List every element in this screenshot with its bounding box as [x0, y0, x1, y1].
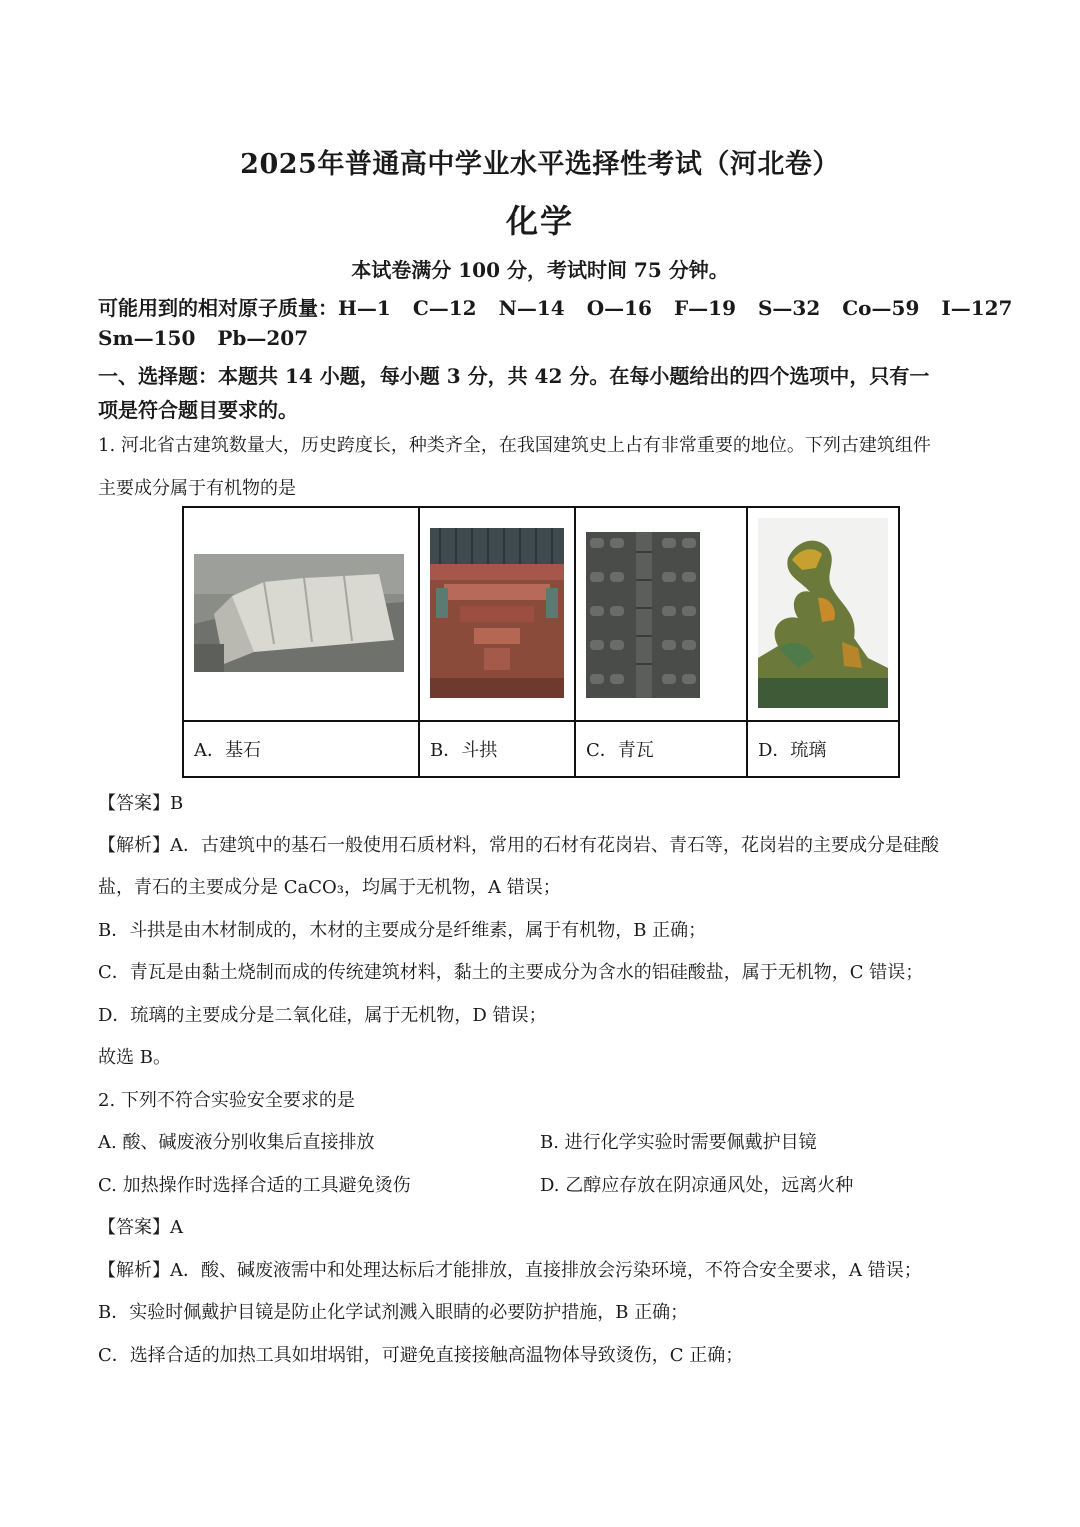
q1-stem-line-2: 主要成分属于有机物的是 — [98, 478, 296, 499]
q1-analysis-line: C．青瓦是由黏土烧制而成的传统建筑材料，黏土的主要成分为含水的铝硅酸盐，属于无机物，C 错误； — [98, 962, 924, 983]
q1-analysis-line: 【解析】A．古建筑中的基石一般使用石质材料，常用的石材有花岗岩、青石等，花岗岩的主要成分是硅酸 — [98, 835, 939, 856]
q2-stem: 2. 下列不符合实验安全要求的是 — [98, 1090, 355, 1111]
atomic-mass-label: 可能用到的相对原子质量： — [98, 296, 338, 320]
atomic-mass-item: Sm—150 — [98, 326, 196, 350]
atomic-mass-item: S—32 — [757, 296, 821, 320]
section-heading-line-1: 一、选择题：本题共 14 小题，每小题 3 分，共 42 分。在每小题给出的四个选项中，只有一 — [98, 364, 930, 388]
q2-answer: 【答案】A — [98, 1217, 183, 1238]
option-a-caption: A．基石 — [183, 721, 419, 777]
q2-option-c: C. 加热操作时选择合适的工具避免烫伤 — [98, 1175, 411, 1196]
atomic-mass-item: N—14 — [498, 296, 565, 320]
q1-analysis-line: 盐，青石的主要成分是 CaCO₃，均属于无机物，A 错误； — [98, 877, 561, 898]
q1-figure-table — [182, 506, 900, 778]
grey-tiles-image — [586, 532, 700, 698]
exam-title: 2025年普通高中学业水平选择性考试（河北卷） — [240, 149, 840, 180]
atomic-mass-item: F—19 — [673, 296, 736, 320]
dougong-image — [430, 528, 564, 698]
q2-option-b: B. 进行化学实验时需要佩戴护目镜 — [540, 1132, 817, 1153]
subject-title: 化学 — [505, 202, 574, 240]
q1-answer: 【答案】B — [98, 793, 184, 814]
atomic-mass-item: C—12 — [412, 296, 477, 320]
atomic-mass-item: Co—59 — [842, 296, 920, 320]
atomic-mass-item: Pb—207 — [217, 326, 309, 350]
figure-cell-glazed-ornament — [747, 507, 899, 721]
option-d-caption: D．琉璃 — [747, 721, 899, 777]
atomic-mass-line-1 — [98, 292, 1012, 321]
atomic-mass-item: H—1 — [338, 296, 391, 320]
figure-cell-grey-tiles — [575, 507, 747, 721]
q1-analysis-line: B．斗拱是由木材制成的，木材的主要成分是纤维素，属于有机物，B 正确； — [98, 920, 707, 941]
q2-analysis-line: 【解析】A．酸、碱废液需中和处理达标后才能排放，直接排放会污染环境，不符合安全要求，A 错误； — [98, 1260, 922, 1281]
atomic-mass-item: I—127 — [941, 296, 1013, 320]
atomic-mass-line-2 — [98, 326, 330, 350]
q1-analysis-line: D．琉璃的主要成分是二氧化硅，属于无机物，D 错误； — [98, 1005, 547, 1026]
section-heading-line-2: 项是符合题目要求的。 — [98, 398, 298, 422]
q2-analysis-line: C．选择合适的加热工具如坩埚钳，可避免直接接触高温物体导致烫伤，C 正确； — [98, 1345, 744, 1366]
exam-note: 本试卷满分 100 分，考试时间 75 分钟。 — [351, 258, 729, 282]
figure-cell-dougong — [419, 507, 575, 721]
foundation-stone-image — [194, 554, 404, 672]
option-b-caption: B．斗拱 — [419, 721, 575, 777]
q1-analysis-line: 故选 B。 — [98, 1047, 171, 1068]
atomic-mass-item: O—16 — [586, 296, 652, 320]
figure-cell-foundation-stone — [183, 507, 419, 721]
glazed-ornament-image — [758, 518, 888, 708]
q2-option-d: D. 乙醇应存放在阴凉通风处，远离火种 — [540, 1175, 854, 1196]
q2-option-a: A. 酸、碱废液分别收集后直接排放 — [98, 1132, 375, 1153]
q2-analysis-line: B．实验时佩戴护目镜是防止化学试剂溅入眼睛的必要防护措施，B 正确； — [98, 1302, 689, 1323]
q1-stem-line-1: 1. 河北省古建筑数量大，历史跨度长，种类齐全，在我国建筑史上占有非常重要的地位。下列古建筑组件 — [98, 435, 931, 456]
option-c-caption: C．青瓦 — [575, 721, 747, 777]
